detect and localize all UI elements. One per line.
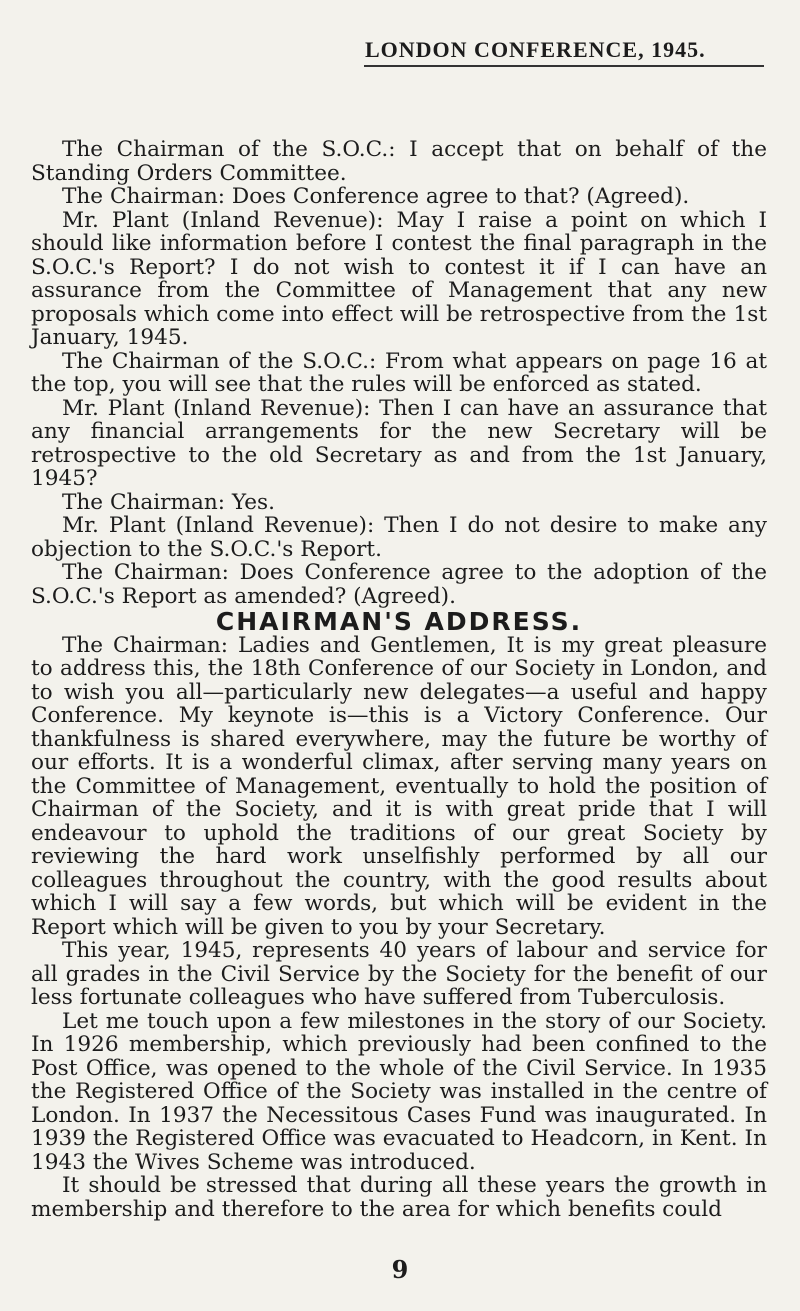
paragraph: It should be stressed that during all these years the growth in membership and therefore to the area for which benefits could — [31, 1173, 767, 1222]
section-heading: CHAIRMAN'S ADDRESS. — [215, 607, 583, 636]
paragraph: The Chairman: Does Conference agree to the adoption of the S.O.C.'s Report as amended? (Agreed). — [31, 560, 767, 609]
paragraph: Mr. Plant (Inland Revenue): May I raise a point on which I should like information before I contest the final paragraph in the S.O.C.'s Report? I do not wish to contest it if I can have an assurance from the Committee of Management that any new proposals which come into effect will be retrospective from the 1st January, 1945. — [31, 207, 767, 350]
running-title: LONDON CONFERENCE, 1945. — [365, 37, 706, 62]
paragraph: The Chairman: Yes. — [62, 489, 275, 515]
body-text — [31, 138, 767, 1221]
paragraph: This year, 1945, represents 40 years of labour and service for all grades in the Civil Service by the Society for the benefit of our less fortunate colleagues who have suffered from Tuberculosis. — [31, 938, 767, 1010]
paragraph: The Chairman: Ladies and Gentlemen, It is my great pleasure to address this, the 18th Conference of our Society in London, and to wish you all—particularly new delegates—a useful and happy Conference. My keynote is—this is a Victory Conference. Our thankfulness is shared everywhere, may the future be worthy of our efforts. It is a wonderful climax, after serving many years on the Committee of Management, eventually to hold the position of Chairman of the Society, and it is with great pride that I will endeavour to uphold the traditions of our great Society by reviewing the hard work unselfishly performed by all our colleagues throughout the country, with the good results about which I will say a few words, but which will be evident in the Report which will be given to you by your Secretary. — [31, 632, 767, 940]
paragraph: The Chairman of the S.O.C.: From what appears on page 16 at the top, you will see that the rules will be enforced as stated. — [31, 348, 767, 397]
page-number: 9 — [391, 1255, 409, 1284]
paragraph: Let me touch upon a few milestones in the story of our Society. In 1926 membership, which previously had been confined to the Post Office, was opened to the whole of the Civil Service. In 1935 the Registered Office of the Society was installed in the centre of London. In 1937 the Necessitous Cases Fund was inaugurated. In 1939 the Registered Office was evacuated to Headcorn, in Kent. In 1943 the Wives Scheme was introduced. — [31, 1008, 767, 1175]
paragraph: Mr. Plant (Inland Revenue): Then I can have an assurance that any financial arrangements for the new Secretary will be retrospective to the old Secretary as and from the 1st January, 1945? — [31, 395, 767, 491]
header-rule — [364, 65, 764, 67]
paragraph: The Chairman: Does Conference agree to that? (Agreed). — [62, 184, 690, 209]
paragraph: Mr. Plant (Inland Revenue): Then I do not desire to make any objection to the S.O.C.'s Report. — [31, 513, 767, 562]
paragraph: The Chairman of the S.O.C.: I accept that on behalf of the Standing Orders Committee. — [31, 137, 767, 186]
